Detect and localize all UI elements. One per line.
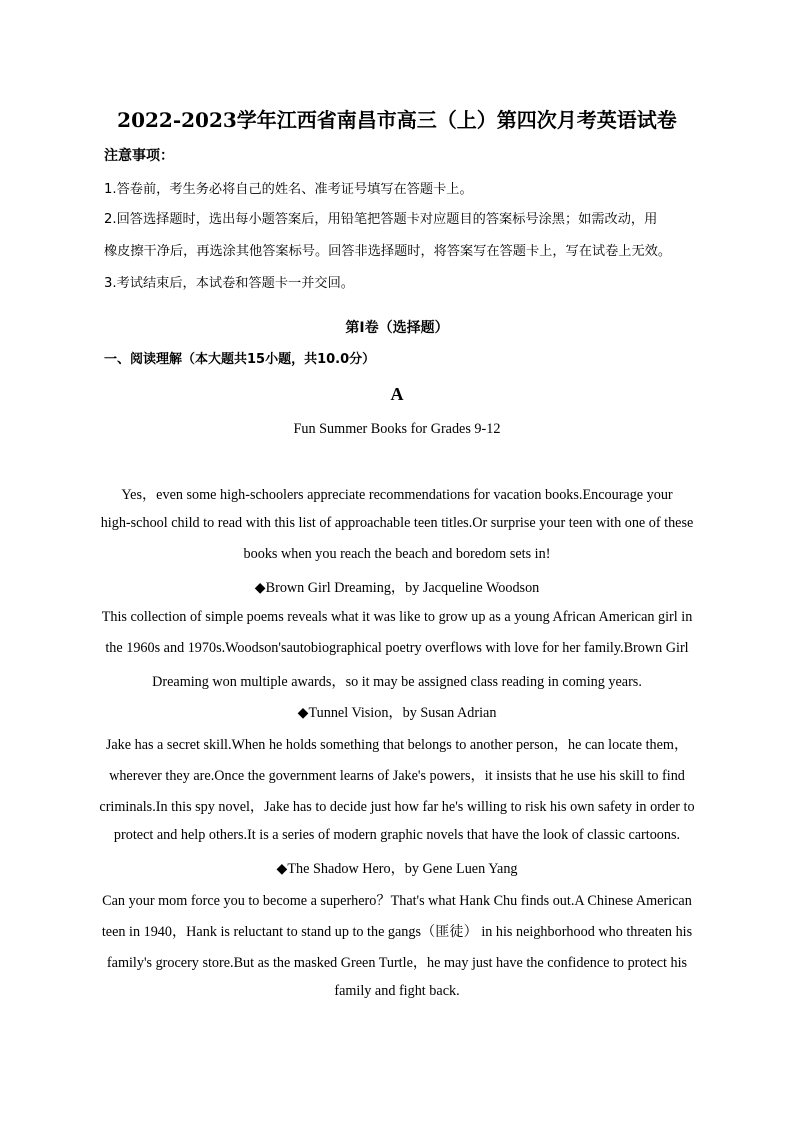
passage-line: teen in 1940，Hank is reluctant to stand up to the gangs（匪徒） in his neighborhood who threaten his [101, 924, 693, 940]
notice-line-3: 橡皮擦干净后，再选涂其他答案标号。回答非选择题时，将答案写在答题卡上，写在试卷上无效。 [104, 244, 672, 259]
passage-line: Dreaming won multiple awards，so it may be assigned class reading in coming years. [152, 674, 642, 690]
passage-label: A [390, 384, 404, 404]
passage-line: books when you reach the beach and boredom sets in! [243, 546, 551, 562]
book-title-the-shadow-hero: ◆The Shadow Hero，by Gene Luen Yang [276, 861, 518, 877]
section-heading: 一、阅读理解（本大题共15小题，共10.0分） [104, 352, 376, 367]
passage-line: the 1960s and 1970s.Woodson'sautobiographical poetry overflows with love for her family.Brown Girl [105, 640, 689, 656]
book-title-brown-girl-dreaming: ◆Brown Girl Dreaming，by Jacqueline Woodson [254, 580, 540, 596]
notice-heading: 注意事项： [104, 148, 174, 164]
passage-line: Can your mom force you to become a superhero？That's what Hank Chu finds out.A Chinese American [102, 893, 692, 909]
notice-line-2: 2.回答选择题时，选出每小题答案后，用铅笔把答题卡对应题目的答案标号涂黑；如需改动，用 [104, 212, 658, 227]
passage-line: protect and help others.It is a series of modern graphic novels that have the look of classic cartoons. [113, 827, 681, 843]
volume-heading: 第I卷（选择题） [345, 320, 449, 336]
notice-line-1: 1.答卷前，考生务必将自己的姓名、准考证号填写在答题卡上。 [104, 182, 473, 197]
passage-line: family and fight back. [334, 983, 460, 999]
passage-line: criminals.In this spy novel，Jake has to decide just how far he's willing to risk his own safety in order to [99, 799, 695, 815]
passage-line: wherever they are.Once the government learns of Jake's powers，it insists that he use his skill to find [109, 768, 685, 784]
passage-line: Yes，even some high-schoolers appreciate recommendations for vacation books.Encourage your [121, 487, 673, 503]
passage-line: high-school child to read with this list of approachable teen titles.Or surprise your teen with one of these [100, 515, 694, 531]
exam-title: 2022-2023学年江西省南昌市高三（上）第四次月考英语试卷 [117, 108, 677, 132]
book-title-tunnel-vision: ◆Tunnel Vision，by Susan Adrian [297, 705, 497, 721]
passage-line: Jake has a secret skill.When he holds something that belongs to another person，he can locate them， [105, 737, 689, 753]
notice-line-4: 3.考试结束后，本试卷和答题卡一并交回。 [104, 276, 354, 291]
passage-line: This collection of simple poems reveals what it was like to grow up as a young African American girl in [101, 609, 693, 625]
passage-line: family's grocery store.But as the masked Green Turtle，he may just have the confidence to protect his [106, 955, 688, 971]
passage-heading: Fun Summer Books for Grades 9-12 [293, 421, 501, 437]
